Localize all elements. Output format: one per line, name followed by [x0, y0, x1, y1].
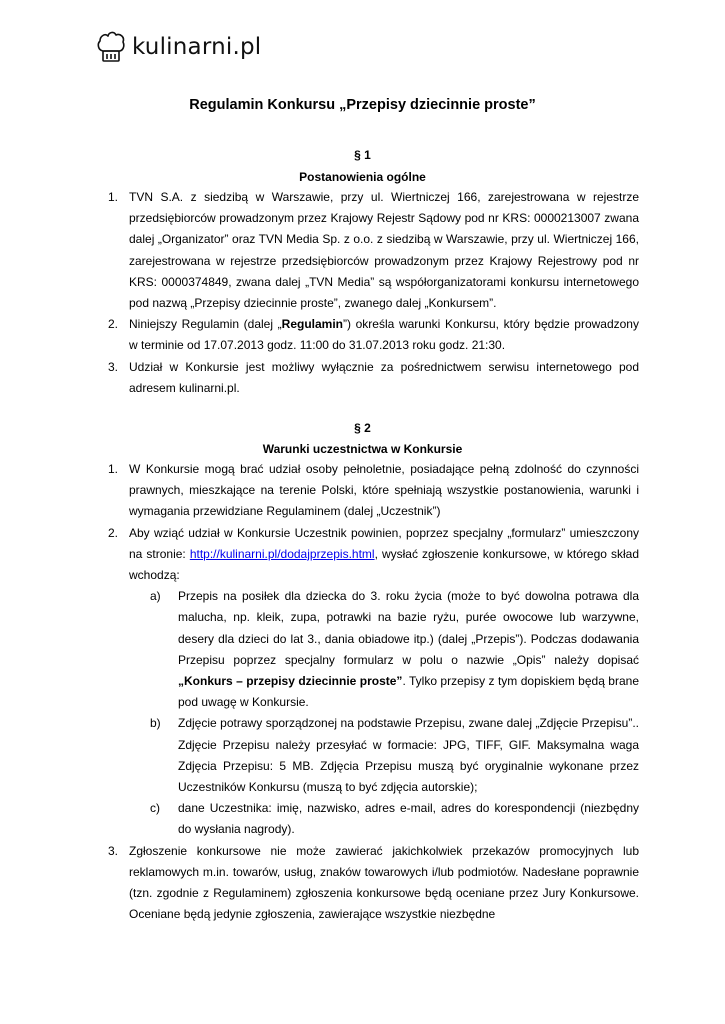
item-text-pre: Niniejszy Regulamin (dalej „ — [129, 317, 282, 332]
list-item — [108, 187, 639, 314]
logo-text: kulinarni.pl — [132, 34, 262, 60]
section-1-heading: Postanowienia ogólne — [299, 170, 426, 184]
item-text: W Konkursie mogą brać udział osoby pełnoletnie, posiadające pełną zdolność do czynności prawnych, mieszkające na terenie Polski, które spełniają wszystkie postanowienia, warunki i wymagania przewidziane Regulaminem (dalej „Uczestnik”) — [129, 462, 639, 519]
kulinarni-logo — [96, 30, 261, 64]
item-number: 3. — [108, 359, 119, 374]
sub-list — [129, 586, 639, 840]
item-number: 1. — [108, 462, 119, 476]
item-text-pre: Aby wziąć udział w Konkursie Uczestnik powinien, poprzez specjalny „formularz” umieszczony na stronie: — [129, 525, 639, 561]
item-text-post: , wysłać zgłoszenie konkursowe, w którego skład wchodzą: — [129, 546, 639, 583]
section-1-list — [108, 187, 639, 399]
item-text: Udział w Konkursie jest możliwy wyłącznie za pośrednictwem serwisu internetowego pod adresem kulinarni.pl. — [129, 359, 639, 395]
sub-item-text-post: . Tylko przepisy z tym dopiskiem będą brane pod uwagę w Konkursie. — [178, 674, 639, 710]
sub-item-letter: a) — [150, 589, 161, 604]
item-number: 1. — [108, 190, 119, 204]
item-text-bold: Regulamin — [281, 317, 343, 332]
chef-hat-icon — [96, 30, 126, 64]
sub-list-item — [129, 586, 639, 713]
form-page-link[interactable]: http://kulinarni.pl/dodajprzepis.html — [189, 546, 375, 561]
list-item — [108, 523, 639, 841]
item-number: 3. — [108, 843, 119, 858]
list-item — [108, 841, 639, 926]
sub-list-item — [129, 713, 639, 798]
section-1-number: § 1 — [354, 148, 371, 162]
document-title: Regulamin Konkursu „Przepisy dziecinnie proste” — [189, 97, 536, 113]
item-text: Zgłoszenie konkursowe nie może zawierać jakichkolwiek przekazów promocyjnych lub reklamowych m.in. towarów, usług, znaków towarowych i/lub podmiotów. Nadesłane poprawnie (tzn. zgodnie z Regulaminem) zgłoszenia konkursowe będą oceniane przez Jury Konkursowe. Oceniane będą jedynie zgłoszenia, zawierające wszystkie niezbędne — [129, 843, 639, 922]
sub-item-letter: b) — [150, 716, 161, 731]
list-item — [108, 314, 639, 356]
list-item — [108, 459, 639, 523]
item-text: TVN S.A. z siedzibą w Warszawie, przy ul. Wiertniczej 166, zarejestrowana w rejestrze przedsiębiorców prowadzonym przez Krajowy Rejestr Sądowy pod nr KRS: 0000213007 zwana dalej „Organizator” oraz TVN Media Sp. z o.o. z siedzibą w Warszawie, przy ul. Wiertniczej 166, zarejestrowana w rejestrze przedsiębiorców prowadzonym przez Krajowy Rejestrowy pod nr KRS: 0000374849, zwana dalej „TVN Media” są współorganizatorami konkursu internetowego pod nazwą „Przepisy dziecinnie proste”, zwanego dalej „Konkursem”. — [129, 190, 639, 311]
sub-list-item — [129, 798, 639, 840]
section-2-number: § 2 — [354, 421, 371, 435]
sub-item-text: Zdjęcie potrawy sporządzonej na podstawie Przepisu, zwane dalej „Zdjęcie Przepisu”.. Zdjęcie Przepisu należy przesyłać w formacie: JPG, TIFF, GIF. Maksymalna waga Zdjęcia Przepisu: 5 MB. Zdjęcia Przepisu muszą być oryginalnie wykonane przez Uczestników Konkursu (muszą to być zdjęcia autorskie); — [178, 716, 639, 795]
sub-item-text: dane Uczestnika: imię, nazwisko, adres e-mail, adres do korespondencji (niezbędny do wysłania nagrody). — [178, 801, 639, 837]
item-text-post: ”) określa warunki Konkursu, który będzie prowadzony w terminie od 17.07.2013 godz. 11:00 do 31.07.2013 roku godz. 21:30. — [129, 317, 639, 353]
section-2-list — [108, 459, 639, 925]
sub-item-text-bold: „Konkurs – przepisy dziecinnie proste” — [178, 674, 403, 689]
item-number: 2. — [108, 525, 119, 540]
list-item — [108, 357, 639, 399]
sub-item-text-pre: Przepis na posiłek dla dziecka do 3. roku życia (może to być dowolna potrawa dla malucha, np. kleik, zupa, potrawki na bazie ryżu, purée owocowe lub warzywne, desery dla dzieci do lat 3., dania obiadowe itp.) (dalej „Przepis”). Podczas dodawania Przepisu poprzez specjalny formularz w polu o nazwie „Opis” należy dopisać — [178, 589, 639, 667]
item-number: 2. — [108, 317, 119, 332]
section-2-heading: Warunki uczestnictwa w Konkursie — [262, 442, 463, 456]
sub-item-letter: c) — [150, 801, 160, 816]
